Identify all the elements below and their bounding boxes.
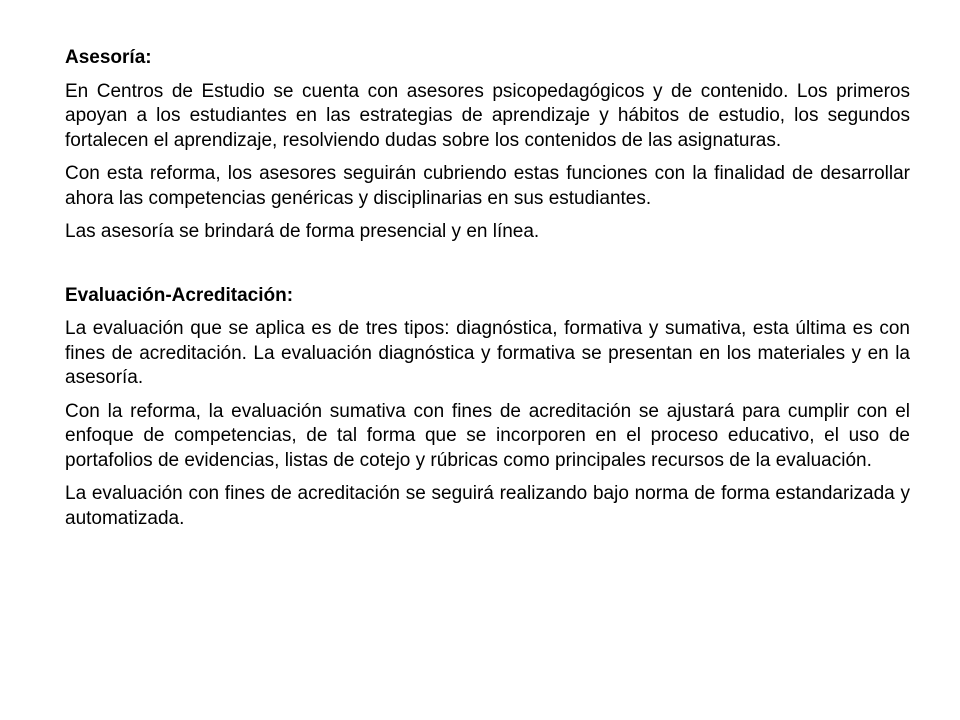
section-heading-evaluacion: Evaluación-Acreditación: [65, 284, 294, 306]
paragraph: Las asesoría se brindará de forma presencial y en línea. [65, 221, 540, 242]
paragraph: La evaluación con fines de acreditación se seguirá realizando bajo norma de forma estandarizada y automatizada. [65, 483, 910, 529]
section-evaluacion [65, 284, 910, 532]
section-spacer [65, 254, 910, 284]
paragraph: Con la reforma, la evaluación sumativa con fines de acreditación se ajustará para cumplir con el enfoque de competencias, de tal forma que se incorporen en el proceso educativo, el uso de portafolios de evidencias, listas de cotejo y rúbricas como principales recursos de la evaluación. [65, 400, 910, 471]
paragraph: La evaluación que se aplica es de tres tipos: diagnóstica, formativa y sumativa, esta última es con fines de acreditación. La evaluación diagnóstica y formativa se presentan en los materiales y en la asesoría. [65, 318, 910, 388]
section-asesoria [65, 46, 910, 245]
paragraph: En Centros de Estudio se cuenta con asesores psicopedagógicos y de contenido. Los primeros apoyan a los estudiantes en las estrategias de aprendizaje y hábitos de estudio, los segundos fortalecen el aprendizaje, resolviendo dudas sobre los contenidos de las asignaturas. [65, 80, 910, 151]
slide-content [65, 46, 910, 540]
section-heading-asesoria: Asesoría: [65, 47, 152, 68]
paragraph: Con esta reforma, los asesores seguirán cubriendo estas funciones con la finalidad de desarrollar ahora las competencias genéricas y disciplinarias en sus estudiantes. [65, 163, 910, 209]
